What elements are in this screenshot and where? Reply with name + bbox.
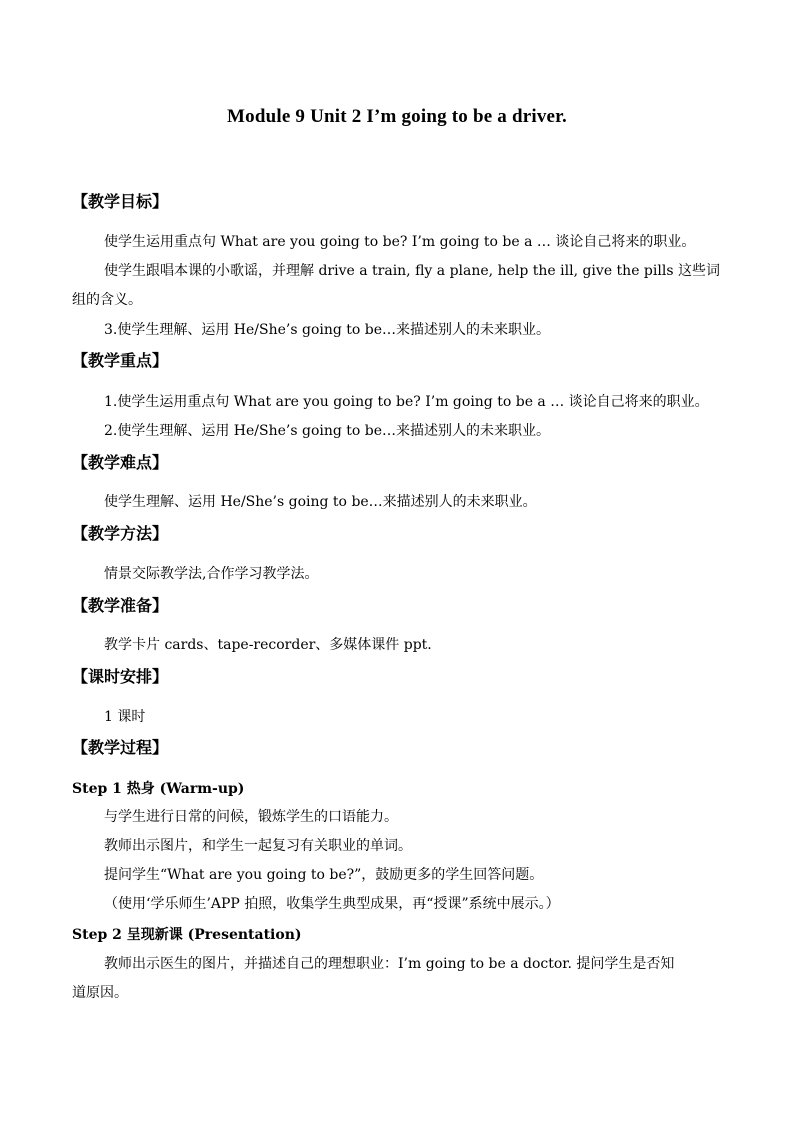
section-heading-goals: 【教学目标】 — [72, 192, 169, 211]
difficulties-line-1: 使学生理解、运用 He/She’s going to be…来描述别人的未来职业。 — [104, 494, 537, 510]
schedule-line-1: 1 课时 — [104, 709, 146, 725]
step-1-label: Step 1 热身 (Warm-up) — [72, 781, 245, 797]
goals-line-1: 使学生运用重点句 What are you going to be? I’m going to be a … 谈论自己将来的职业。 — [104, 234, 696, 250]
preparation-line-1: 教学卡片 cards、tape-recorder、多媒体课件 ppt. — [104, 637, 432, 653]
step-1-line-1: 与学生进行日常的问候，锻炼学生的口语能力。 — [104, 809, 398, 825]
step-2-line-2: 道原因。 — [72, 985, 128, 1001]
section-heading-preparation: 【教学准备】 — [72, 596, 169, 615]
step-1-line-3: 提问学生“What are you going to be?”，鼓励更多的学生回答问题。 — [104, 867, 544, 883]
section-heading-process: 【教学过程】 — [72, 738, 169, 757]
key-points-line-2: 2.使学生理解、运用 He/She’s going to be…来描述别人的未来职业。 — [104, 423, 551, 439]
step-2-line-1: 教师出示医生的图片，并描述自己的理想职业：I’m going to be a doctor. 提问学生是否知 — [104, 956, 675, 972]
goals-line-3: 组的含义。 — [72, 292, 142, 308]
step-2-label: Step 2 呈现新课 (Presentation) — [72, 927, 302, 943]
page-title: Module 9 Unit 2 I’m going to be a driver. — [227, 106, 567, 127]
section-heading-key-points: 【教学重点】 — [72, 351, 169, 370]
key-points-line-1: 1.使学生运用重点句 What are you going to be? I’m going to be a … 谈论自己将来的职业。 — [104, 394, 709, 410]
methods-line-1: 情景交际教学法,合作学习教学法。 — [104, 566, 319, 582]
goals-line-4: 3.使学生理解、运用 He/She’s going to be…来描述别人的未来职业。 — [104, 322, 551, 338]
step-1-line-2: 教师出示图片，和学生一起复习有关职业的单词。 — [104, 838, 412, 854]
goals-line-2: 使学生跟唱本课的小歌谣，并理解 drive a train, fly a plane, help the ill, give the pills 这些词 — [104, 263, 720, 279]
step-1-line-4: （使用‘学乐师生’APP 拍照，收集学生典型成果，再“授课”系统中展示。） — [104, 896, 560, 912]
section-heading-methods: 【教学方法】 — [72, 524, 169, 543]
section-heading-difficulties: 【教学难点】 — [72, 453, 169, 472]
section-heading-schedule: 【课时安排】 — [72, 667, 169, 686]
